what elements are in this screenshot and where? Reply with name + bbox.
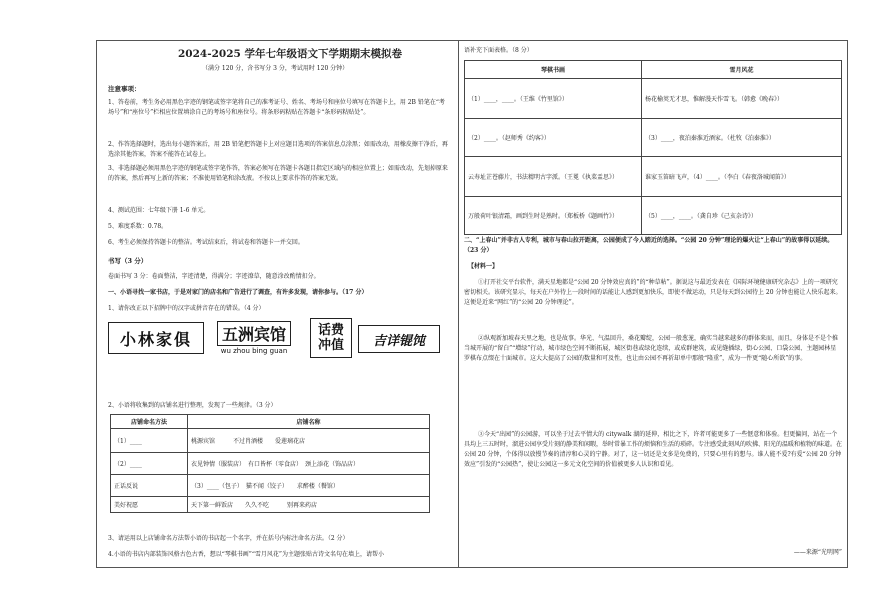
writing-text: 卷面书写 3 分：卷面整洁，字迹清楚，得满分；字迹潦草，随意涂改酌情扣分。 bbox=[108, 273, 320, 280]
table-cell: 万般荷叶银清霜，画到生时是熟时。（郑板桥《题画竹》） bbox=[465, 197, 642, 235]
sign-text: 冲值 bbox=[317, 338, 344, 353]
table-row bbox=[111, 453, 430, 475]
table-cell: 美好祝愿 bbox=[111, 497, 188, 513]
table-header: 雪月风花 bbox=[642, 61, 842, 79]
table-row bbox=[465, 157, 842, 197]
q4-text: 4.小语的书店内部装饰风格古色古香，想以“琴棋书画”“雪月风花”为主题张贴古诗文名句在墙上，请帮小 bbox=[108, 551, 384, 558]
table-cell: 桃源宾馆 不过肖酒楼 爱莲璃花店 bbox=[188, 429, 430, 453]
table-cell: （5）____，____。（龚自珍《己亥杂诗》） bbox=[642, 197, 842, 235]
sign-xiaolin bbox=[108, 322, 204, 354]
table-header: 店铺命名方法 bbox=[111, 415, 188, 429]
section1-heading: 一、小语寻找一家书店，于是对家门的店名和广告进行了调查，有许多发现，请你参与。（17 分） bbox=[108, 289, 368, 296]
q1-text: 1、请你改正以下招牌中的汉字或拼音存在的错误。（4 分） bbox=[108, 305, 265, 312]
material-para-2: ②纵观新加坡春天里之地，也是故事。华光、气温回升，桑花瓣绽，公园一般葱茏，确实当越来越多的群体来而，而且，身体是不是个推当城开展的“留白”“增绿”行动，城市绿色空间不断拓展，城区街巷或绿化连续，或成群建筑，或见缝插绿，街心公园、口袋公园、主题园林星罗棋布点缀在十面城市。这大大提高了公园的数量和可及性，也让由公园不再祈却单中那般“隆重”，成为一件更“随心所欲”的事。 bbox=[464, 335, 839, 362]
table-row bbox=[111, 475, 430, 497]
table-row bbox=[465, 79, 842, 119]
sign-text: 吉详锟饨 bbox=[372, 333, 425, 349]
left-column bbox=[100, 40, 452, 568]
table-row bbox=[465, 119, 842, 157]
table-cell: 谁家玉笛暗飞声，（4）____。（李白《春夜洛城闻笛》） bbox=[642, 157, 842, 197]
writing-heading: 书写（3 分） bbox=[108, 257, 148, 265]
table-cell: （2）____ bbox=[111, 453, 188, 475]
q3-text: 3、请运用以上店铺命名方法帮小语的书店起一个名字，并在括号内标注命名方法。（2 分） bbox=[108, 535, 349, 542]
notes-heading: 注意事项： bbox=[108, 85, 141, 93]
sign-text: 话费 bbox=[317, 323, 344, 338]
exam-title: 2024-2025 学年七年级语文下学期期末模拟卷 bbox=[178, 48, 402, 60]
table-header: 琴棋书画 bbox=[465, 61, 642, 79]
table-cell: 正话反说 bbox=[111, 475, 188, 497]
table-cell: 云寿址芷苍藤片，书法精明古字派。（王冕《执菜盂思》） bbox=[465, 157, 642, 197]
material-para-3: ③今天“出园”的公园游，可以坐于过去平情大的 citywalk 湖的延伸，相比之下，许者可能更多了一些惬意和体验。但更偏问，站在一个具均上三五时时，溜进公园享受片刻的静美和闲暇，举时常暴工作的烦恼和生活的琐碎。专注感受此刻风的吹拂、阳光的温暖和植物的味道。在公园 20 分钟，个体得以放慢节奏的清淳和心灵的宁静。对了，这一切还是文多是免费的，只要心里有的想与。谁人能不爱?有爱“公园 20 分钟效应”引发的“公园热”，使让公园这一多元文化空间的价值被更多人认识和看见。 bbox=[464, 431, 843, 468]
sign-text: 小林家俱 bbox=[119, 329, 192, 349]
sign-text: 五洲宾馆 bbox=[217, 321, 291, 346]
table-header: 店铺名称 bbox=[188, 415, 430, 429]
q4-continued: 语补充下面表格。（8 分） bbox=[464, 47, 533, 54]
sign-pinyin: wu zhou bing guan bbox=[220, 347, 288, 355]
note-6: 6、考生必须保持答题卡的整洁。考试结束后，将试卷和答题卡一并交回。 bbox=[108, 239, 304, 246]
table-cell: 杨花榆荚无才思，惟解漫天作雪飞。（韩愈《晚春》） bbox=[642, 79, 842, 119]
table-cell: （2）____。（赵师秀《约客》） bbox=[465, 119, 642, 157]
column-divider bbox=[458, 40, 459, 568]
material-para-1: ①打开社交平台软件，满天星地都是“公园 20 分钟效应真的”的“种草帖”。据说这与最近发表在《国际环境健康研究杂志》上的一项研究密切相关。该研究显示，每天在户外待上一段时间的话能让人感到更加快乐，即使不做运动，只是每天到公园待上 20 分钟也能让人快乐起来。这便是近来“网红”的“公园 20 分钟理论”。 bbox=[464, 279, 842, 306]
poem-table bbox=[464, 60, 842, 235]
table-cell: （3）____，夜泊秦淮近酒家。（杜牧《泊秦淮》） bbox=[642, 119, 842, 157]
right-column bbox=[464, 40, 844, 568]
table-cell: 天下第一鲜饭店 久久不吃 别再来药店 bbox=[188, 497, 430, 513]
sign-wuzhou bbox=[208, 320, 300, 356]
table-cell: 衣见钟情（服装店） 有口皆杯（零食店） 颈上添花（饰品店） bbox=[188, 453, 430, 475]
shop-name-table bbox=[110, 414, 430, 513]
table-row bbox=[111, 497, 430, 513]
section2-heading: 二、“上春山”并非古人专利，城市与春山拉开距离，公园便成了今人踏近的选择。“公园 20 分钟”理论的爆火让“上春山”的故事得以延续。（23 分） bbox=[464, 237, 834, 254]
note-4: 4、测试范围：七年级下册 1-6 单元。 bbox=[108, 207, 210, 214]
table-cell: （3）____（包子） 猫不闻（饺子） 求醉楼（餐馆） bbox=[188, 475, 430, 497]
source-credit: ——来源“光明网” bbox=[793, 549, 842, 556]
note-3: 3、非选择题必须用黑色字迹的钢笔或签字笔作答，答案必须写在答题卡各题目指定区域内的相应位置上；如需改动，先划掉原来的答案，然后再写上新的答案；不准使用铅笔和涂改液。不按以上要求作答的答案无效。 bbox=[108, 165, 448, 182]
note-5: 5、难度系数：0.78。 bbox=[108, 223, 168, 230]
sign-huafei bbox=[310, 318, 352, 358]
q2-text: 2、小语将收集到的店铺名进行整理，发现了一些规律。（3 分） bbox=[108, 402, 277, 409]
table-cell: （1）____，____。（王维《竹里馆》） bbox=[465, 79, 642, 119]
table-cell: （1）____ bbox=[111, 429, 188, 453]
sign-jixiang bbox=[358, 325, 440, 353]
table-row bbox=[465, 197, 842, 235]
material-1-label: 【材料一】 bbox=[468, 263, 499, 270]
note-2: 2、作答选择题时，选出每小题答案后，用 2B 铅笔把答题卡上对应题目选项的答案信息点涂黑；如需改动，用橡皮擦干净后，再选涂其他答案，答案不能答在试卷上。 bbox=[108, 141, 448, 158]
table-row bbox=[111, 429, 430, 453]
exam-subtitle: （满分 120 分，含书写分 3 分，考试用时 120 分钟） bbox=[202, 65, 349, 72]
note-1: 1、答卷前，考生务必用黑色字迹的钢笔或签字笔将自己的准考证号、姓名、考场号和座位号填写在答题卡上，用 2B 铅笔在“考场号”和“座位号”栏相应位置填涂自己的考场号和座位号。将条形码粘贴在答题卡“条形码粘贴处”。 bbox=[108, 99, 445, 116]
